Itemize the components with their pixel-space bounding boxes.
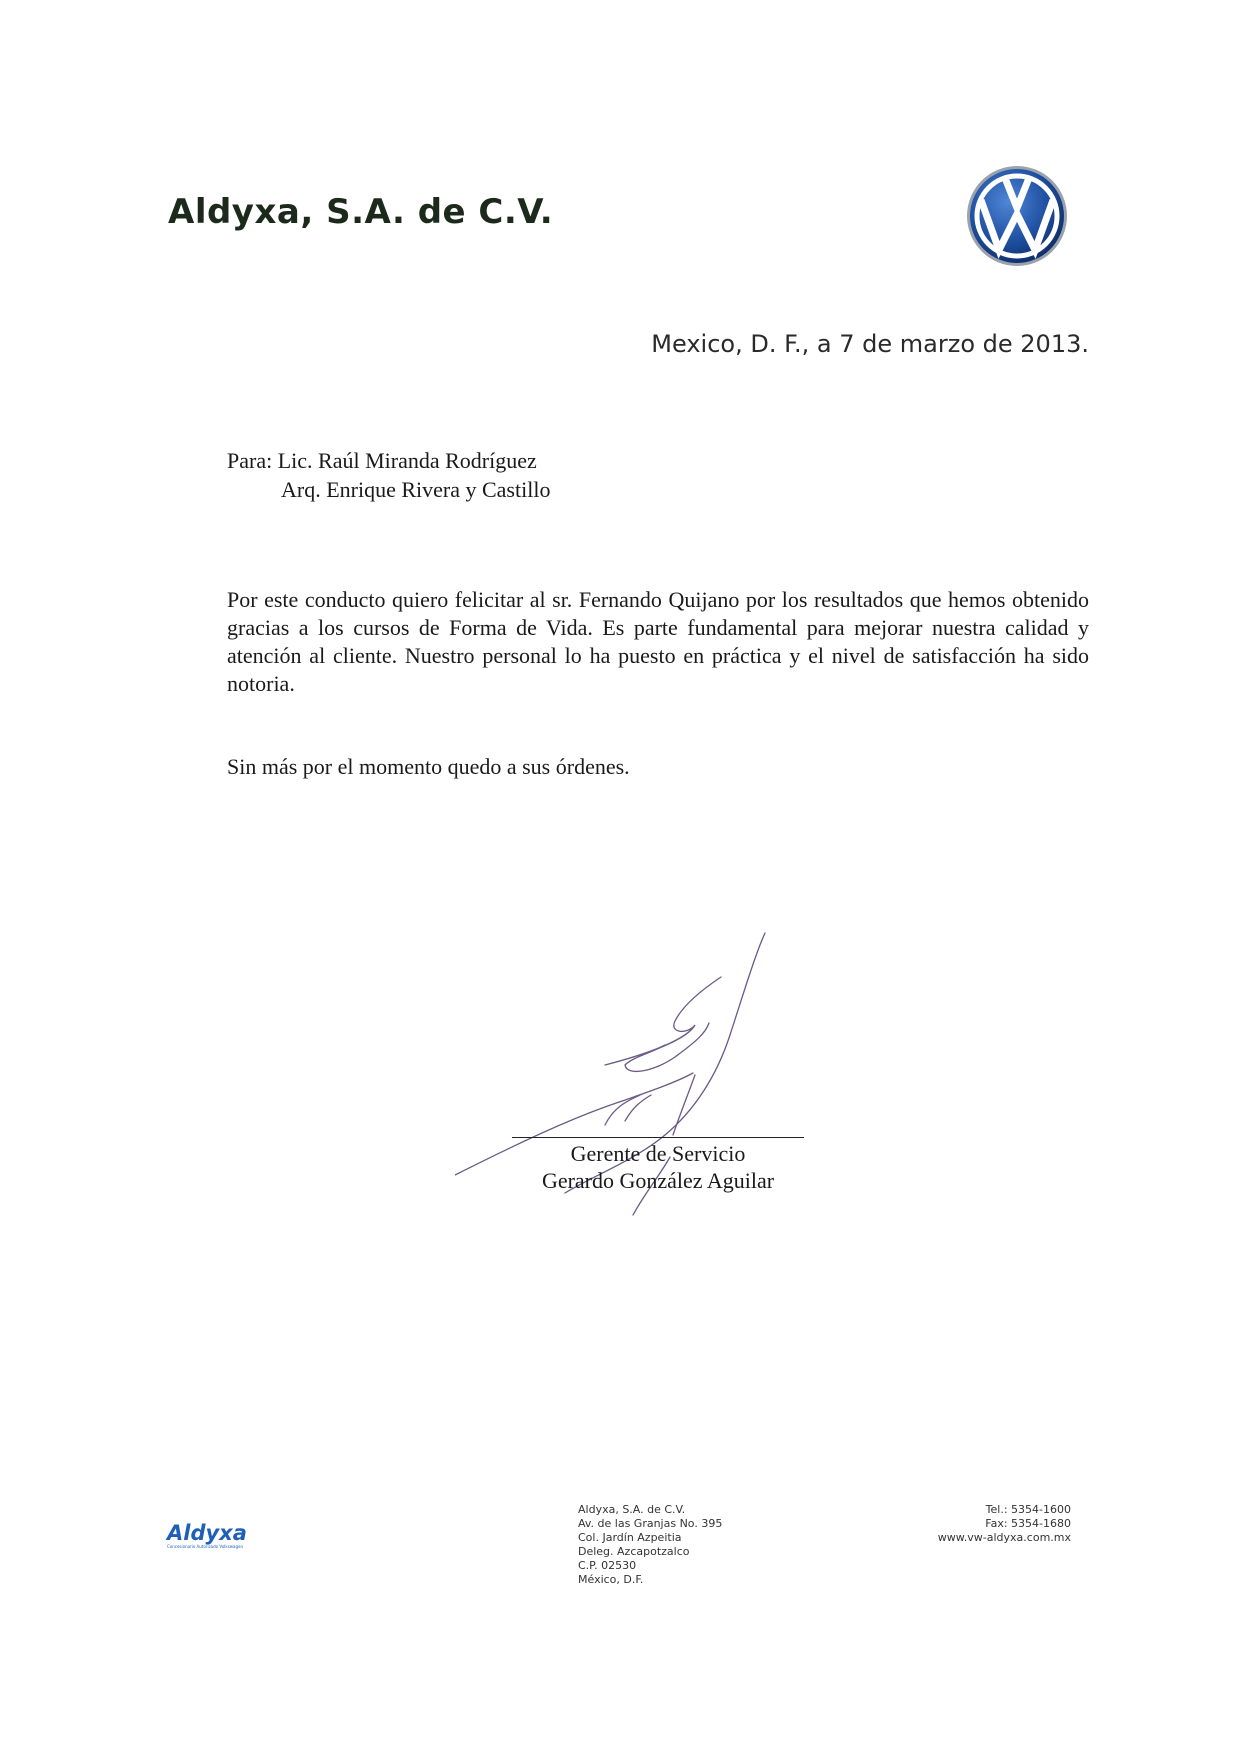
company-name: Aldyxa, S.A. de C.V. [168,192,554,232]
date-line: Mexico, D. F., a 7 de marzo de 2013. [651,330,1089,358]
recipient-line-2: Arq. Enrique Rivera y Castillo [281,477,551,502]
footer-address-line: C.P. 02530 [578,1559,637,1572]
footer-address-line: Col. Jardín Azpeitia [578,1531,682,1544]
footer-logo-text: Aldyxa [167,1521,247,1545]
signer-title: Gerente de Servicio [570,1141,746,1166]
footer-phone: Tel.: 5354-1600 [985,1503,1071,1516]
footer-address-line: Deleg. Azcapotzalco [578,1545,690,1558]
footer-fax: Fax: 5354-1680 [985,1517,1071,1530]
signer-name: Gerardo González Aguilar [541,1168,775,1193]
footer-contact [938,1503,1071,1545]
recipients-block [227,446,550,504]
footer-website-link[interactable]: www.vw-aldyxa.com.mx [937,1531,1071,1544]
body-paragraph: Por este conducto quiero felicitar al sr. Fernando Quijano por los resultados que hemos obtenido gracias a los cursos de Forma de Vida. Es parte fundamental para mejorar nuestra calidad y atención al cliente. Nuestro personal lo ha puesto en práctica y el nivel de satisfacción ha sido notoria. [227,587,1089,696]
footer-address-line: Av. de las Granjas No. 395 [578,1517,723,1530]
volkswagen-logo-icon [965,164,1069,268]
recipient-line-1: Para: Lic. Raúl Miranda Rodríguez [227,448,537,473]
footer-logo-subtext: Concesionario Autorizado Volkswagen [167,1544,244,1549]
footer-address-line: Aldyxa, S.A. de C.V. [578,1503,686,1516]
footer-logo [167,1522,252,1550]
footer-address [578,1503,722,1587]
closing-line: Sin más por el momento quedo a sus órdenes. [227,754,630,779]
signature-line [512,1137,804,1138]
footer-address-line: México, D.F. [578,1573,644,1586]
